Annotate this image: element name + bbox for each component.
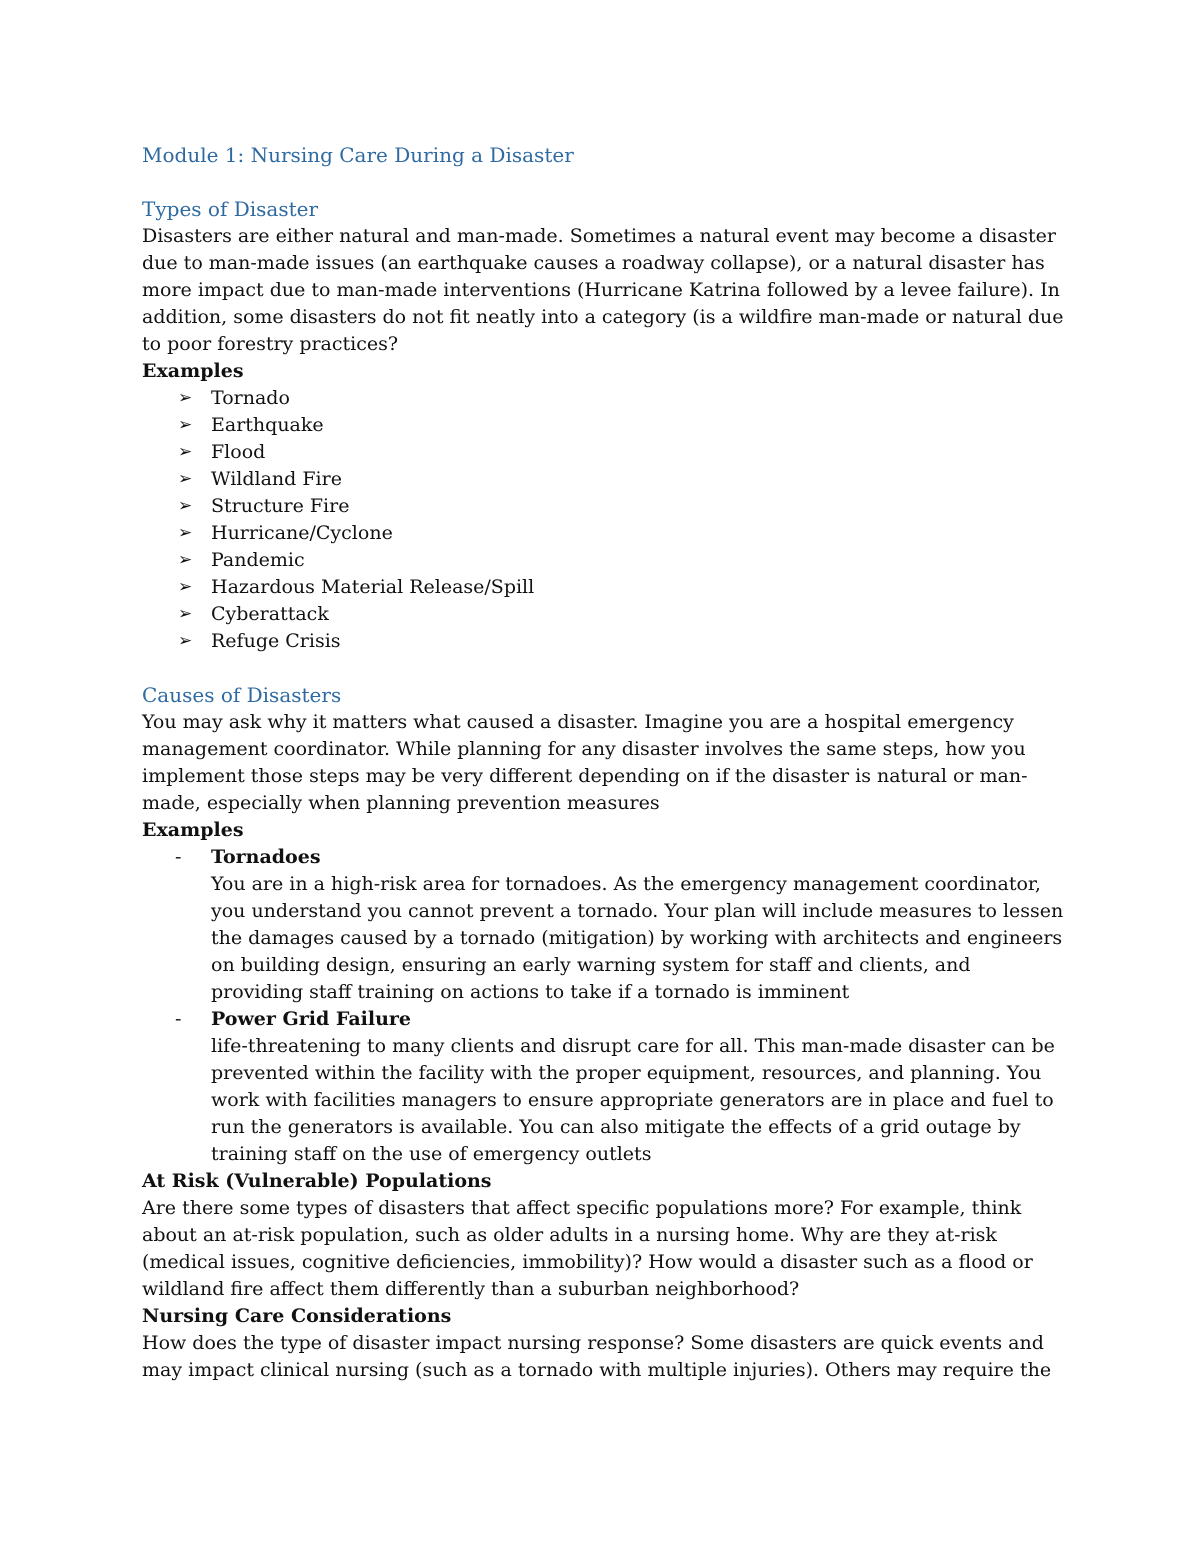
list-item-label: Pandemic — [211, 549, 305, 571]
list-item-label: Hurricane/Cyclone — [211, 522, 393, 544]
list-item-label: Wildland Fire — [211, 468, 342, 490]
arrow-bullet-icon: ➢ — [178, 577, 193, 597]
section-spacer — [142, 655, 1067, 682]
types-body: Disasters are either natural and man-made. Sometimes a natural event may become a disaster due to man-made issues (an earthquake causes a roadway collapse), or a natural disaster has more impact due to man-made interventions (Hurricane Katrina followed by a levee failure). In addition, some disasters do not fit neatly into a category (is a wildfire man-made or natural due to poor forestry practices? — [142, 225, 1064, 355]
arrow-bullet-icon: ➢ — [178, 523, 193, 543]
types-examples-label: Examples — [142, 360, 244, 382]
arrow-bullet-icon: ➢ — [178, 604, 193, 624]
list-item-text: You are in a high-risk area for tornadoes. As the emergency management coordinator, you understand you cannot prevent a tornado. Your plan will include measures to lessen the damages caused by a tornado (mitigation) by working with architects and engineers on building design, ensuring an early warning system for staff and clients, and providing staff training on actions to take if a tornado is imminent — [211, 873, 1064, 1003]
list-item-label: Cyberattack — [211, 603, 329, 625]
dash-bullet-icon: - — [175, 1008, 182, 1030]
arrow-bullet-icon: ➢ — [178, 469, 193, 489]
list-item — [178, 574, 1067, 601]
list-item — [178, 385, 1067, 412]
list-item — [178, 547, 1067, 574]
document-page — [142, 142, 1067, 1384]
list-item-title: Tornadoes — [211, 846, 321, 868]
list-item — [175, 844, 1067, 1006]
list-item — [178, 493, 1067, 520]
list-item — [175, 1006, 1067, 1168]
list-item — [178, 601, 1067, 628]
arrow-bullet-icon: ➢ — [178, 442, 193, 462]
list-item-label: Hazardous Material Release/Spill — [211, 576, 535, 598]
list-item — [178, 466, 1067, 493]
list-item — [178, 412, 1067, 439]
list-item-text: life-threatening to many clients and disrupt care for all. This man-made disaster can be prevented within the facility with the proper equipment, resources, and planning. You work with facilities managers to ensure appropriate generators are in place and fuel to run the generators is available. You can also mitigate the effects of a grid outage by training staff on the use of emergency outlets — [211, 1035, 1055, 1165]
causes-heading: Causes of Disasters — [142, 683, 342, 707]
list-item-label: Refuge Crisis — [211, 630, 341, 652]
arrow-bullet-icon: ➢ — [178, 496, 193, 516]
at-risk-body: Are there some types of disasters that affect specific populations more? For example, think about an at-risk population, such as older adults in a nursing home. Why are they at-risk (medical issues, cognitive deficiencies, immobility)? How would a disaster such as a flood or wildland fire affect them differently than a suburban neighborhood? — [142, 1197, 1033, 1300]
dash-bullet-icon: - — [175, 846, 182, 868]
causes-examples-list — [142, 844, 1067, 1168]
causes-examples-label: Examples — [142, 819, 244, 841]
at-risk-heading: At Risk (Vulnerable) Populations — [142, 1170, 492, 1192]
disaster-types-list — [142, 385, 1067, 655]
list-item — [178, 628, 1067, 655]
arrow-bullet-icon: ➢ — [178, 631, 193, 651]
list-item-label: Earthquake — [211, 414, 324, 436]
list-item-label: Structure Fire — [211, 495, 350, 517]
list-item — [178, 439, 1067, 466]
list-item-title: Power Grid Failure — [211, 1008, 411, 1030]
nursing-body: How does the type of disaster impact nursing response? Some disasters are quick events and may impact clinical nursing (such as a tornado with multiple injuries). Others may require the — [142, 1332, 1052, 1381]
arrow-bullet-icon: ➢ — [178, 415, 193, 435]
list-item-label: Tornado — [211, 387, 290, 409]
causes-body: You may ask why it matters what caused a disaster. Imagine you are a hospital emergency management coordinator. While planning for any disaster involves the same steps, how you implement those steps may be very different depending on if the disaster is natural or man-made, especially when planning prevention measures — [142, 711, 1028, 814]
types-heading: Types of Disaster — [142, 197, 319, 221]
list-item — [178, 520, 1067, 547]
arrow-bullet-icon: ➢ — [178, 388, 193, 408]
list-item-label: Flood — [211, 441, 266, 463]
arrow-bullet-icon: ➢ — [178, 550, 193, 570]
document-title: Module 1: Nursing Care During a Disaster — [142, 143, 574, 167]
nursing-heading: Nursing Care Considerations — [142, 1305, 452, 1327]
